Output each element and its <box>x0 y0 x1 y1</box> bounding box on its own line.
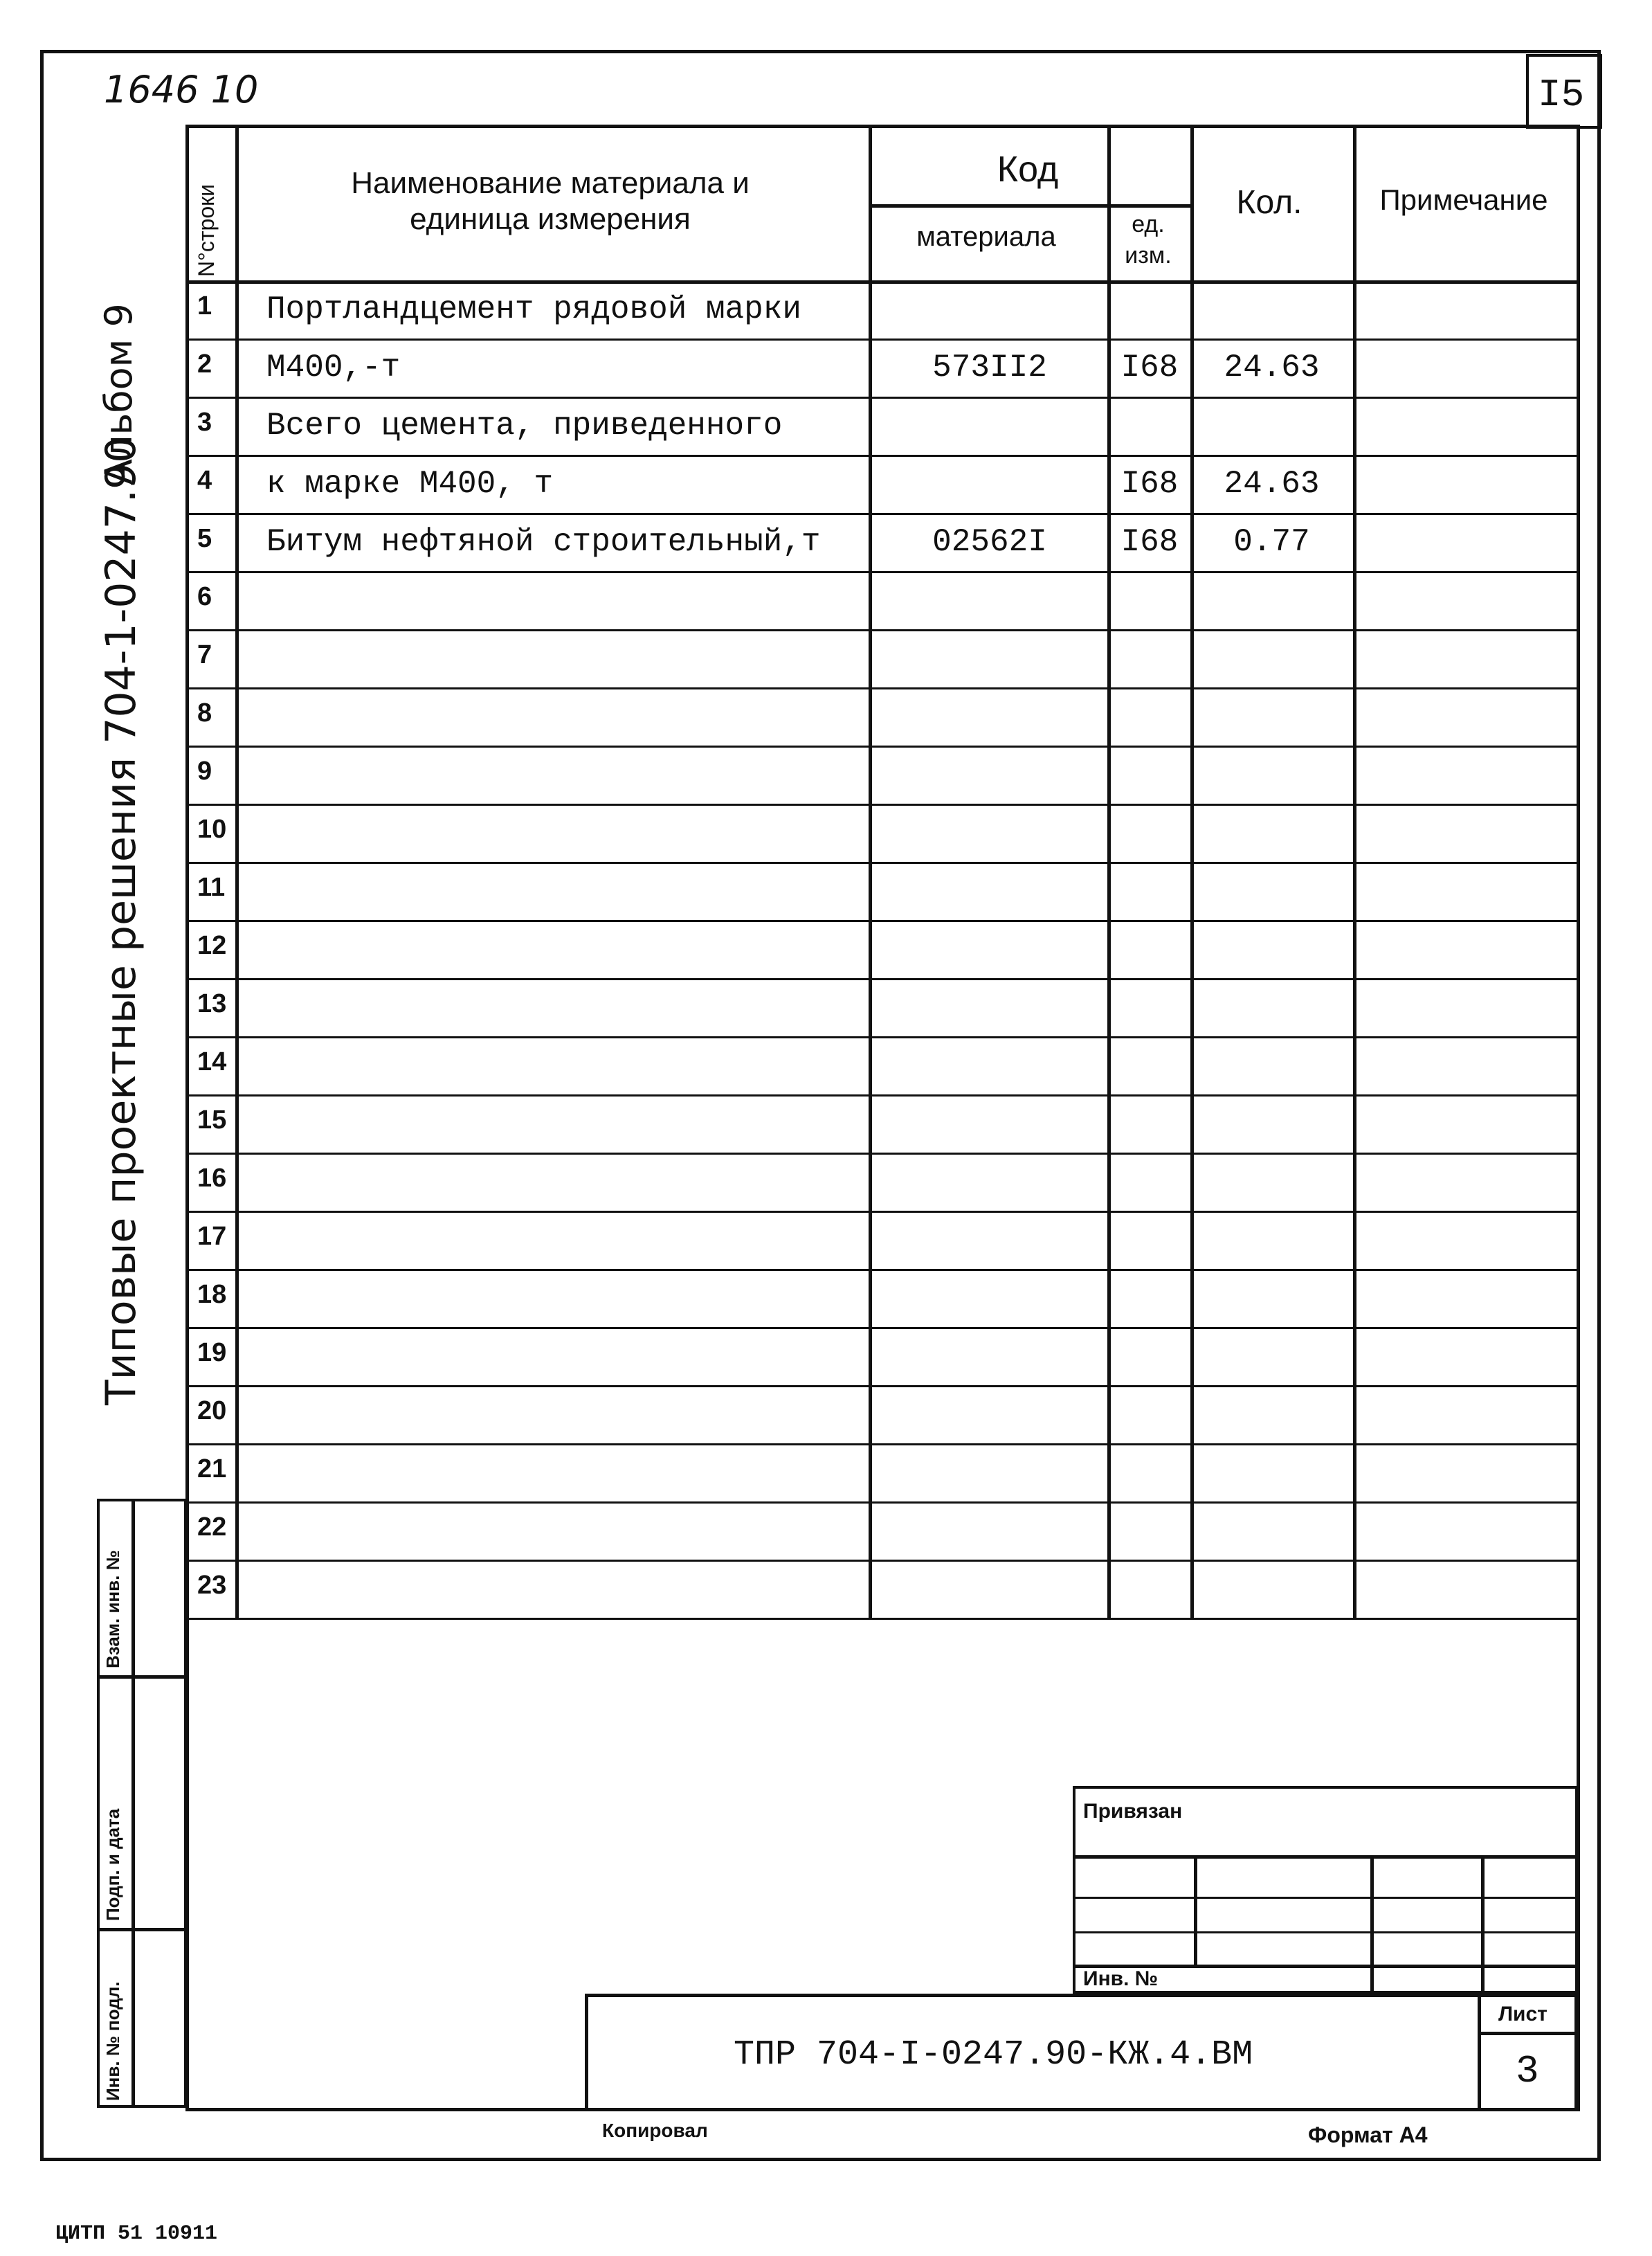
row-n: 23 <box>197 1571 227 1600</box>
header-code-material: материала <box>916 222 1056 252</box>
header-code-unit-1: ед. <box>1132 211 1165 237</box>
stamp-vline-1 <box>1194 1855 1197 1966</box>
row-name: Всего цемента, приведенного <box>266 408 783 444</box>
stamp-vline-2 <box>1370 1855 1374 1994</box>
row-code: 573II2 <box>932 350 1047 386</box>
table-row-line <box>185 804 1580 806</box>
row-n: 14 <box>197 1047 227 1076</box>
row-n: 22 <box>197 1513 227 1542</box>
row-n: 13 <box>197 989 227 1018</box>
table-col-line <box>1107 125 1111 1618</box>
stamp-vline-3 <box>1481 1855 1485 1994</box>
table-row-line <box>185 1269 1580 1271</box>
row-unit: I68 <box>1120 466 1179 502</box>
side-stamp-podp: Подп. и дата <box>102 1808 123 1921</box>
table-row-line <box>185 397 1580 399</box>
row-n: 9 <box>197 757 212 786</box>
row-n: 8 <box>197 698 212 728</box>
table-row-line <box>185 746 1580 748</box>
row-unit: I68 <box>1120 524 1179 560</box>
row-n: 15 <box>197 1106 227 1135</box>
header-note: Примечание <box>1379 183 1548 216</box>
header-name-line2: единица измерения <box>410 202 691 236</box>
side-stamp-inv: Инв. № подл. <box>102 1981 123 2101</box>
footer-copied: Копировал <box>602 2120 708 2141</box>
side-title: Типовые проектные решения 704-1-0247.90 <box>97 436 145 1405</box>
row-n: 17 <box>197 1222 227 1251</box>
header-code: Код <box>997 150 1059 190</box>
side-album: Альбом 9 <box>97 303 140 485</box>
row-n: 20 <box>197 1396 227 1425</box>
table-row-line <box>185 1327 1580 1329</box>
stamp-inv-no: Инв. № <box>1083 1967 1159 1990</box>
row-n: 18 <box>197 1280 227 1309</box>
table-row-line <box>185 629 1580 631</box>
header-bottom-line <box>185 280 1580 284</box>
row-n: 11 <box>197 873 226 902</box>
table-row-line <box>185 1560 1580 1562</box>
header-code-split <box>869 204 1190 208</box>
table-row-line <box>185 513 1580 515</box>
header-name-line1: Наименование материала и <box>351 166 750 200</box>
table-row-line <box>185 978 1580 980</box>
row-name: к марке М400, т <box>266 466 554 502</box>
sheet-value: 3 <box>1516 2049 1539 2093</box>
row-n: 10 <box>197 815 227 844</box>
table-col-line <box>235 125 239 1618</box>
row-qty: 24.63 <box>1224 466 1320 502</box>
table-col-line <box>1353 125 1356 1618</box>
table-row-line <box>185 339 1580 341</box>
stamp-line-1 <box>1073 1855 1578 1859</box>
side-stamp-vzam: Взам. инв. № <box>102 1550 123 1668</box>
stamp-line-3 <box>1073 1931 1578 1933</box>
row-qty: 0.77 <box>1233 524 1310 560</box>
table-row-line <box>185 1443 1580 1445</box>
row-n: 16 <box>197 1164 227 1193</box>
row-n: 7 <box>197 640 212 669</box>
row-n: 2 <box>197 350 212 379</box>
table-row-line <box>185 1501 1580 1504</box>
side-stamp-divider-2 <box>97 1928 187 1931</box>
table-row-line <box>185 1618 1580 1620</box>
row-n: 19 <box>197 1338 227 1367</box>
doc-code: ТПР 704-I-0247.90-КЖ.4.ВМ <box>734 2035 1253 2075</box>
handwritten-id: 1646 10 <box>104 68 259 111</box>
row-n: 5 <box>197 524 212 553</box>
table-row-line <box>185 1385 1580 1387</box>
table-row-line <box>185 571 1580 573</box>
table-row-line <box>185 455 1580 457</box>
row-n: 12 <box>197 931 227 960</box>
table-row-line <box>185 687 1580 689</box>
table-row-line <box>185 862 1580 864</box>
row-name: Портландцемент рядовой марки <box>266 291 801 327</box>
table-row-line <box>185 1153 1580 1155</box>
row-qty: 24.63 <box>1224 350 1320 386</box>
table-col-line <box>869 125 872 1618</box>
header-row-no: N°строки <box>194 183 219 277</box>
sheet-label: Лист <box>1498 2003 1547 2025</box>
side-stamp-vertical <box>131 1499 135 2108</box>
stamp-privyazan: Привязан <box>1083 1800 1183 1823</box>
side-stamp-divider-1 <box>97 1675 187 1679</box>
header-code-unit-2: изм. <box>1125 242 1172 269</box>
page-number: I5 <box>1538 73 1585 117</box>
table-row-line <box>185 920 1580 922</box>
row-n: 21 <box>197 1454 227 1483</box>
footer-bottom-code: ЦИТП 51 10911 <box>55 2222 218 2246</box>
row-code: 02562I <box>932 524 1047 560</box>
sheet-label-divider <box>1478 2032 1578 2035</box>
table-row-line <box>185 1036 1580 1038</box>
table-row-line <box>185 1211 1580 1213</box>
header-qty: Кол. <box>1236 184 1302 221</box>
row-unit: I68 <box>1120 350 1179 386</box>
table-row-line <box>185 1094 1580 1097</box>
row-name: Битум нефтяной строительный,т <box>266 524 821 560</box>
row-n: 1 <box>197 291 212 321</box>
row-n: 6 <box>197 582 212 611</box>
row-name: М400,-т <box>266 350 401 386</box>
row-n: 3 <box>197 408 212 437</box>
row-n: 4 <box>197 466 212 495</box>
footer-format: Формат А4 <box>1308 2122 1428 2147</box>
table-col-line <box>1190 125 1194 1618</box>
stamp-line-2 <box>1073 1897 1578 1899</box>
title-block-divider <box>1478 1994 1481 2111</box>
